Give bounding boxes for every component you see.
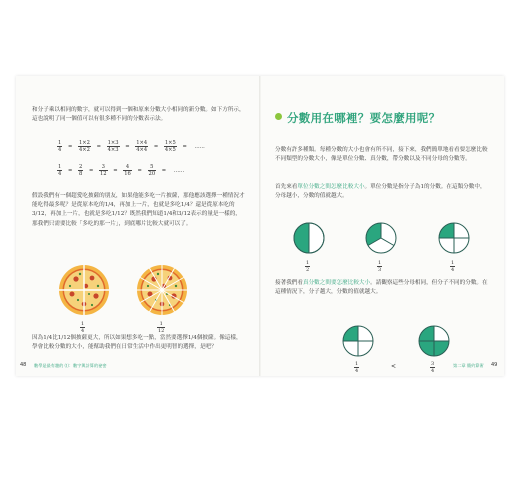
left-paragraph-2: 假設我們有一個超愛吃披薩的朋友，如果他能多吃一片披薩，那他應該選擇一種情況才能吃得最多呢？是從原本吃的1/4，再加上一片，也就是多吃1/4？還是從原本吃的3/12，再加上一片，也就是多吃1/12？既然我們知道1/4和3/12表示的量是一樣的，那我們只需要比較「多吃的那一片」，到底哪片比較大就可以了。 — [32, 193, 245, 227]
compare-right-fraction: 3 4 — [431, 361, 435, 374]
circle-third-image — [364, 221, 398, 255]
eq1-term: $\frac{1\times 2}{4\times 2}$ — [78, 140, 90, 153]
compare-symbol: < — [391, 363, 397, 370]
highlight-proper-fractions: 真分數之間要怎麼比較大小 — [302, 280, 371, 286]
eq1-term: $\frac{1\times 3}{4\times 3}$ — [107, 140, 119, 153]
equation-1: $\frac{1}{4}$ = $\frac{1\times 2}{4\times 2}$ = $\frac{1\times 3}{4\times 3}$ = $\frac{1\times 4}{4\times 4}$ = $\frac{1\times 5}{4\times 5}$ = …… — [58, 140, 205, 153]
circle-quarter-image — [437, 221, 471, 255]
book-spread — [16, 76, 504, 376]
footer-right: 第二章 簡約算術 — [453, 363, 484, 368]
pizza-left-fraction: 1 4 — [81, 321, 85, 334]
pizza-quarters-image — [58, 264, 110, 316]
circle-half-image — [292, 221, 326, 255]
left-paragraph-1: 和分子乘以相同的數字，就可以得到一個和原來分數大小相同的新分數。如下方所示，這也說明了同一個值可以有很多種不同的分數表示法。 — [32, 107, 245, 123]
eq1-ellipsis: …… — [194, 143, 205, 150]
eq2-term: $\frac{5}{20}$ — [148, 164, 156, 177]
pizza-right-fraction: 1 12 — [158, 321, 165, 334]
right-page — [261, 76, 504, 376]
eq2-term: $\frac{3}{12}$ — [99, 164, 107, 177]
page-number-left: 48 — [20, 362, 27, 368]
eq2-term: $\frac{4}{16}$ — [124, 164, 131, 177]
page-number-right: 49 — [491, 362, 498, 368]
eq2-term: $\frac{2}{8}$ — [78, 164, 83, 177]
equation-2: $\frac{1}{4}$ = $\frac{2}{8}$ = $\frac{3}{12}$ = $\frac{4}{16}$ = $\frac{5}{20}$ = …… — [58, 164, 185, 177]
left-page — [16, 76, 259, 376]
title-bullet-icon — [275, 113, 282, 120]
highlight-unit-fractions: 單位分數之間怎麼比較大小 — [297, 184, 365, 190]
right-paragraph-2: 首先來看單位分數之間怎麼比較大小。單位分數是指分子為1的分數。在這類分數中，分母越小，分數的值就越大。 — [275, 184, 486, 200]
left-paragraph-3: 因為1/4比1/12個披薩更大，所以如果想多吃一點，當然要選擇1/4個披薩。像這樣，學會比較分數的大小，能幫助我們在日常生活中作出更明智的選擇，是吧？ — [32, 335, 242, 351]
pizza-twelfths-image — [136, 264, 188, 316]
unit-fraction-label: 1 3 — [378, 260, 382, 273]
eq1-term: $\frac{1\times 4}{4\times 4}$ — [136, 140, 148, 153]
right-paragraph-1: 分數有許多種類。每種分數的大小也會有所不同，接下來，我們簡單地看看要怎麼比較不同類型的分數大小，像是單位分數、真分數，帶分數以及不同分母的分數等。 — [275, 147, 488, 163]
unit-fraction-label: 1 2 — [306, 260, 310, 273]
circle-three-quarters-image — [417, 324, 451, 358]
compare-left-fraction: 1 4 — [355, 361, 359, 374]
eq2-ellipsis: …… — [173, 167, 185, 174]
section-title: 分數用在哪裡？要怎麼用呢？ — [287, 111, 441, 125]
eq2-term: $\frac{1}{4}$ — [58, 164, 62, 177]
unit-fraction-label: 1 4 — [451, 260, 455, 273]
right-paragraph-3: 接著我們看真分數之間要怎麼比較大小。請觀察這些分母相同，但分子不同的分數。在這種情況下，分子越大，分數的值就越大。 — [275, 280, 488, 296]
eq1-term: $\frac{1\times 5}{4\times 5}$ — [164, 140, 176, 153]
footer-left: 數學是最有趣的 ⑴：數字與計算的祕密 — [34, 363, 107, 368]
eq1-lhs: $\frac{1}{4}$ — [58, 140, 62, 153]
circle-one-quarter-image — [341, 324, 375, 358]
